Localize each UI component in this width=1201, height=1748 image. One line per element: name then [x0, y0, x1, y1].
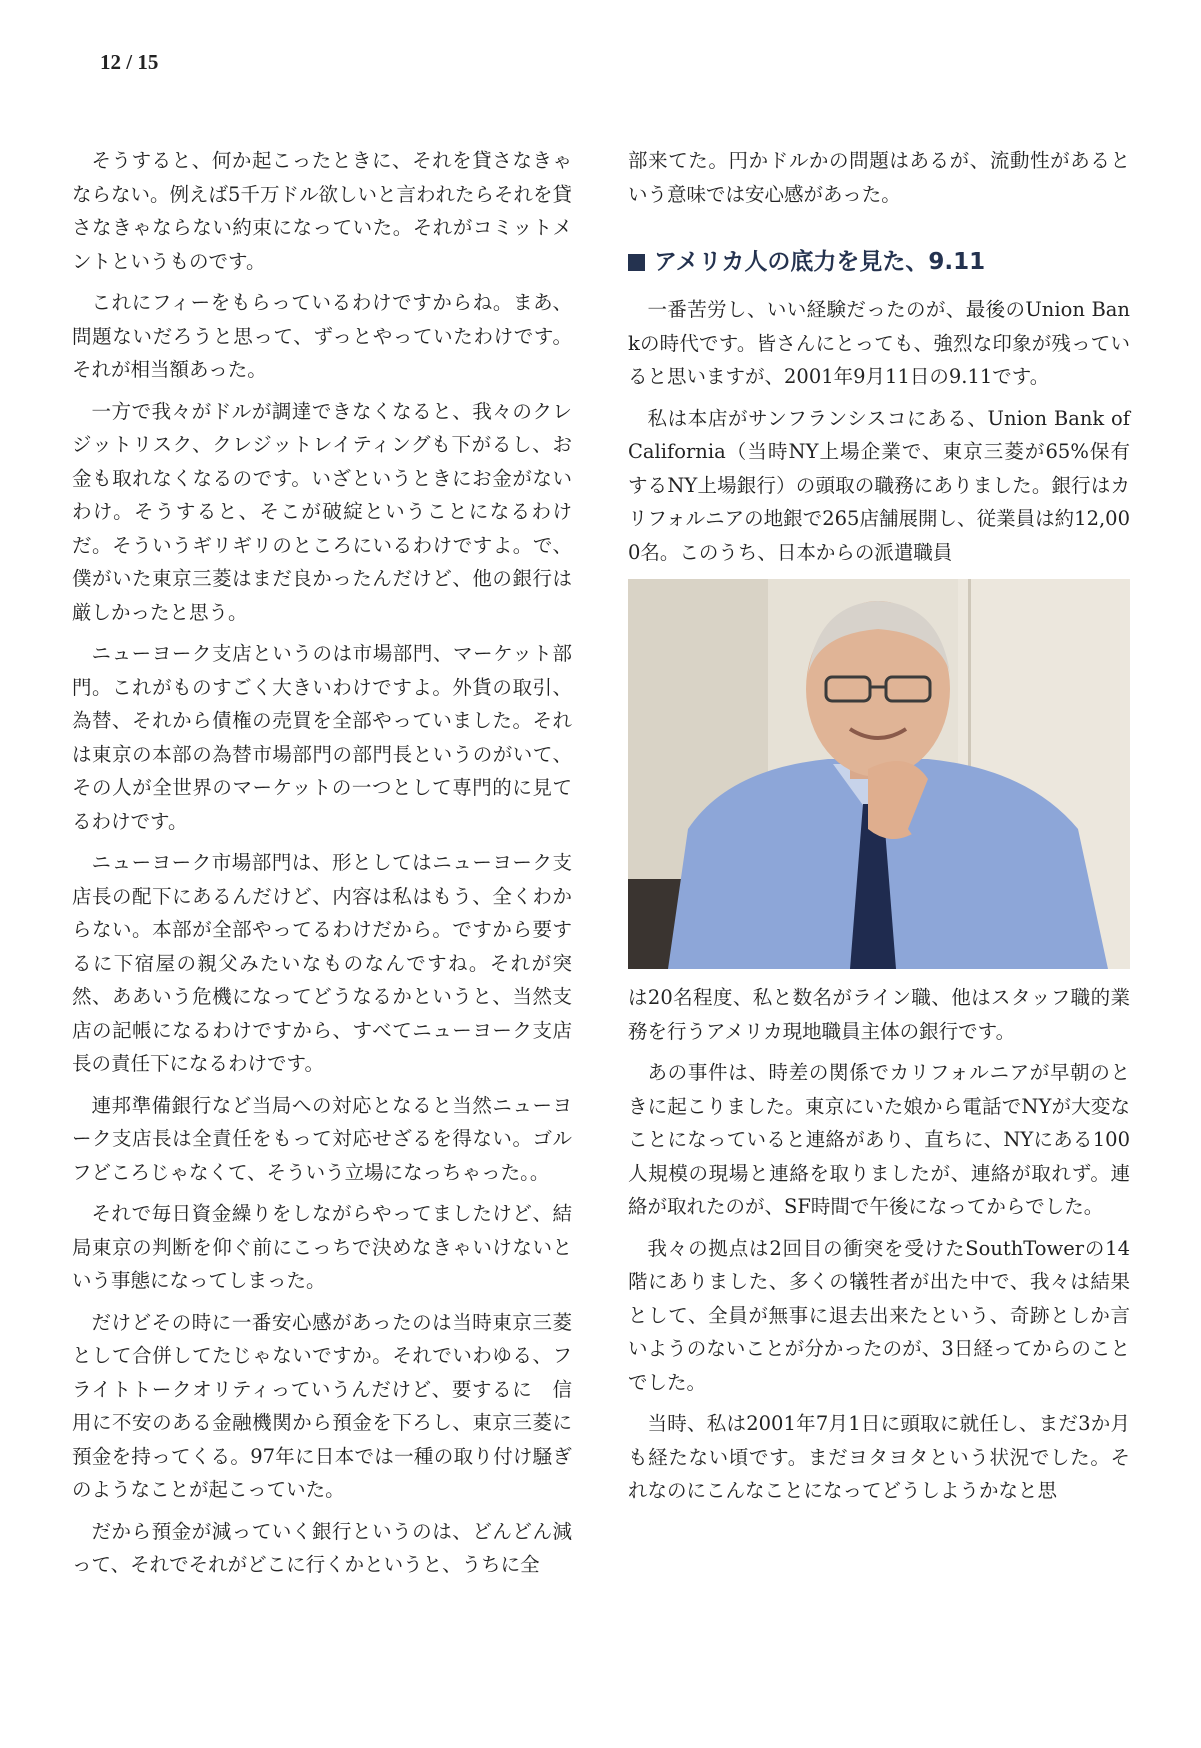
section-heading: [628, 245, 1130, 279]
page-number: 12 / 15: [100, 50, 159, 74]
portrait-illustration: [628, 579, 1130, 969]
paragraph: そうすると、何か起こったときに、それを貸さなきゃならない。例えば5千万ドル欲しいと言われたらそれを貸さなきゃならない約束になっていた。それがコミットメントというものです。: [72, 149, 572, 273]
paragraph: それで毎日資金繰りをしながらやってましたけど、結局東京の判断を仰ぐ前にこっちで決めなきゃいけないという事態になってしまった。: [72, 1202, 572, 1292]
paragraph: ニューヨーク市場部門は、形としてはニューヨーク支店長の配下にあるんだけど、内容は私はもう、全くわからない。本部が全部やってるわけだから。ですから要するに下宿屋の親父みたいなものなんですね。それが突然、ああいう危機になってどうなるかというと、当然支店の記帳になるわけですから、すべてニューヨーク支店長の責任下になるわけです。: [72, 851, 572, 1075]
paragraph-continuation: 部来てた。円かドルかの問題はあるが、流動性があるという意味では安心感があった。: [628, 149, 1130, 206]
paragraph: これにフィーをもらっているわけですからね。まあ、問題ないだろうと思って、ずっとやっていたわけです。それが相当額あった。: [72, 291, 572, 381]
paragraph: 連邦準備銀行など当局への対応となると当然ニューヨーク支店長は全責任をもって対応せざるを得ない。ゴルフどころじゃなくて、そういう立場になっちゃった。。: [72, 1093, 572, 1184]
section-heading-text: アメリカ人の底力を見た、9.11: [654, 249, 986, 275]
paragraph: だけどその時に一番安心感があったのは当時東京三菱として合併してたじゃないですか。それでいわゆる、フライトトークオリティっていうんだけど、要するに 信用に不安のある金融機関から預金を下ろし、東京三菱に預金を持ってくる。97年に日本では一種の取り付け騒ぎのようなことが起こっていた。: [72, 1310, 572, 1501]
square-bullet-icon: [628, 254, 645, 271]
paragraph: 私は本店がサンフランシスコにある、Union Bank of California（当時NY上場企業で、東京三菱が65%保有するNY上場銀行）の頭取の職務にありました。銀行はカリフォルニアの地銀で265店舗展開し、従業員は約12,000名。このうち、日本からの派遣職員: [628, 406, 1130, 564]
paragraph: 一方で我々がドルが調達できなくなると、我々のクレジットリスク、クレジットレイティングも下がるし、お金も取れなくなるのです。いざというときにお金がないわけ。そうすると、そこが破綻ということになるわけだ。そういうギリギリのところにいるわけですよ。で、僕がいた東京三菱はまだ良かったんだけど、他の銀行は厳しかったと思う。: [72, 399, 572, 624]
left-column: [72, 144, 572, 1590]
paragraph: 一番苦労し、いい経験だったのが、最後のUnion Bankの時代です。皆さんにとっても、強烈な印象が残っていると思いますが、2001年9月11日の9.11です。: [628, 298, 1130, 388]
paragraph: ニューヨーク支店というのは市場部門、マーケット部門。これがものすごく大きいわけですよ。外貨の取引、為替、それから債権の売買を全部やっていました。それは東京の本部の為替市場部門の部門長というのがいて、その人が全世界のマーケットの一つとして専門的に見てるわけです。: [72, 642, 572, 833]
interview-photo: [628, 579, 1130, 969]
right-column: [628, 144, 1130, 1516]
paragraph: 当時、私は2001年7月1日に頭取に就任し、まだ3か月も経たない頃です。まだヨタヨタという状況でした。それなのにこんなことになってどうしようかなと思: [628, 1412, 1130, 1502]
paragraph: だから預金が減っていく銀行というのは、どんどん減って、それでそれがどこに行くかというと、うちに全: [72, 1519, 572, 1576]
paragraph: 我々の拠点は2回目の衝突を受けたSouthTowerの14階にありました、多くの犠牲者が出た中で、我々は結果として、全員が無事に退去出来たという、奇跡としか言いようのないことが分かったのが、3日経ってからのことでした。: [628, 1236, 1130, 1394]
paragraph: あの事件は、時差の関係でカリフォルニアが早朝のときに起こりました。東京にいた娘から電話でNYが大変なことになっていると連絡があり、直ちに、NYにある100人規模の現場と連絡を取りましたが、連絡が取れず。連絡が取れたのが、SF時間で午後になってからでした。: [628, 1061, 1130, 1218]
paragraph-continuation: は20名程度、私と数名がライン職、他はスタッフ職的業務を行うアメリカ現地職員主体の銀行です。: [628, 986, 1130, 1043]
